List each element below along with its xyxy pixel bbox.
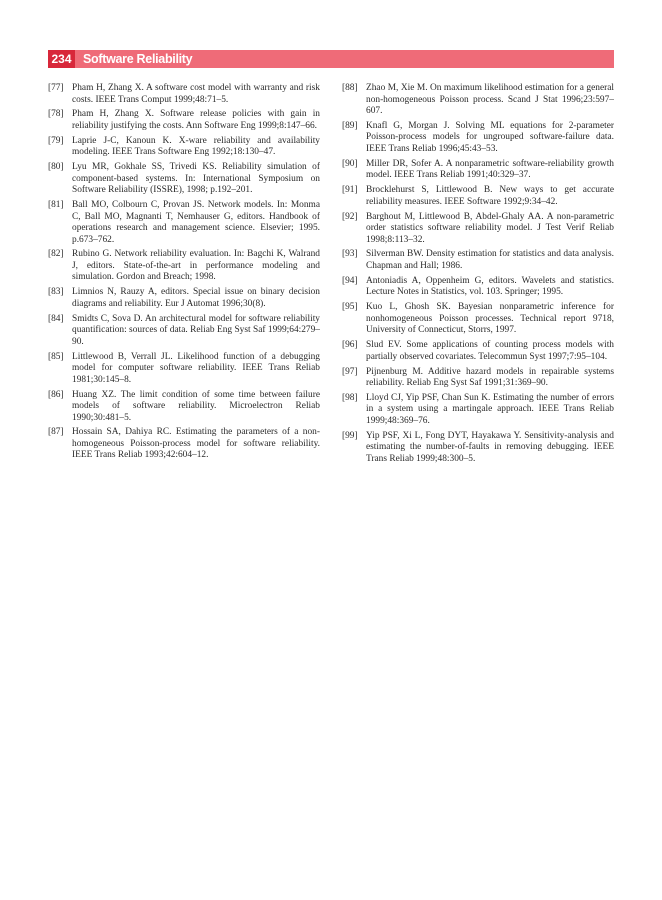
reference-number: [95]: [342, 302, 358, 313]
reference-number: [77]: [48, 83, 64, 93]
reference-text: Pham H, Zhang X. A software cost model with warranty and risk costs. IEEE Trans Comput 1999;48:71–5.: [72, 83, 320, 105]
reference-number: [87]: [48, 427, 64, 438]
reference-item: [48, 162, 320, 197]
reference-text: Lloyd CJ, Yip PSF, Chan Sun K. Estimating the number of errors in a system using a martingale approach. IEEE Trans Reliab 1999;48:369–76.: [366, 392, 614, 426]
reference-number: [97]: [342, 366, 358, 377]
reference-text: Rubino G. Network reliability evaluation. In: Bagchi K, Walrand J, editors. State-of-the-art in performance modeling and simulation. Gordon and Breach; 1998.: [72, 249, 320, 283]
reference-text: Ball MO, Colbourn C, Provan JS. Network models. In: Monma C, Ball MO, Magnanti T, Nemhauser G, editors. Handbook of operations research and management science. Elsevier; 1995. p.673–762.: [72, 200, 320, 245]
reference-item: [342, 276, 614, 299]
reference-item: [342, 185, 614, 208]
reference-number: [89]: [342, 120, 358, 131]
reference-item: [48, 314, 320, 349]
reference-text: Silverman BW. Density estimation for statistics and data analysis. Chapman and Hall; 1986.: [366, 249, 614, 271]
reference-item: [342, 431, 614, 466]
reference-text: Yip PSF, Xi L, Fong DYT, Hayakawa Y. Sensitivity-analysis and estimating the number-of-faults in removing debugging. IEEE Trans Reliab 1999;48:300–5.: [366, 430, 614, 464]
reference-text: Hossain SA, Dahiya RC. Estimating the parameters of a non-homogeneous Poisson-process model for software reliability. IEEE Trans Reliab 1993;42:604–12.: [72, 427, 320, 461]
reference-text: Zhao M, Xie M. On maximum likelihood estimation for a general non-homogeneous Poisson process. Scand J Stat 1996;23:597–607.: [366, 83, 614, 116]
reference-number: [80]: [48, 162, 64, 173]
reference-number: [84]: [48, 313, 64, 324]
reference-item: [48, 287, 320, 310]
reference-number: [82]: [48, 249, 64, 260]
reference-item: [48, 352, 320, 387]
reference-text: Antoniadis A, Oppenheim G, editors. Wavelets and statistics. Lecture Notes in Statistics, vol. 103. Springer; 1995.: [366, 275, 614, 298]
page-number: 234: [48, 50, 75, 68]
reference-item: [48, 136, 320, 159]
reference-item: [48, 390, 320, 425]
reference-item: [342, 367, 614, 390]
reference-item: [48, 109, 320, 132]
reference-number: [83]: [48, 287, 64, 298]
reference-text: Laprie J-C, Kanoun K. X-ware reliability and availability modeling. IEEE Trans Software Eng 1992;18:130–47.: [72, 135, 320, 158]
reference-text: Lyu MR, Gokhale SS, Trivedi KS. Reliability simulation of component-based systems. In: International Symposium on Software Reliability (ISSRE), 1998; p.192–201.: [72, 162, 320, 196]
reference-number: [86]: [48, 389, 64, 400]
reference-item: [342, 159, 614, 182]
reference-number: [98]: [342, 392, 358, 403]
reference-column-right: [342, 83, 614, 469]
reference-item: [342, 393, 614, 428]
reference-number: [94]: [342, 275, 358, 286]
reference-text: Kuo L, Ghosh SK. Bayesian nonparametric inference for nonhomogeneous Poisson processes. Technical report 9718, University of Connecticut, Storrs, 1997.: [366, 302, 614, 336]
reference-number: [91]: [342, 185, 358, 196]
reference-number: [99]: [342, 430, 358, 441]
reference-number: [96]: [342, 340, 358, 351]
reference-number: [78]: [48, 109, 64, 120]
reference-text: Pijnenburg M. Additive hazard models in repairable systems reliability. Reliab Eng Syst Saf 1991;31:369–90.: [366, 366, 614, 389]
reference-number: [88]: [342, 83, 358, 93]
reference-item: [48, 83, 320, 106]
reference-text: Huang XZ. The limit condition of some time between failure models of software reliability. Microelectron Reliab 1990;30:481–5.: [72, 389, 320, 423]
reference-text: Miller DR, Sofer A. A nonparametric software-reliability growth model. IEEE Trans Reliab 1991;40:329–37.: [366, 158, 614, 181]
reference-item: [48, 249, 320, 284]
reference-column-left: [48, 83, 320, 465]
reference-item: [342, 302, 614, 337]
running-title: Software Reliability: [83, 52, 193, 66]
reference-number: [93]: [342, 249, 358, 260]
reference-text: Barghout M, Littlewood B, Abdel-Ghaly AA. A non-parametric order statistics software reliability model. J Test Verif Reliab 1998;8:113–32.: [366, 211, 614, 245]
reference-number: [81]: [48, 200, 64, 211]
reference-item: [342, 340, 614, 363]
reference-number: [79]: [48, 135, 64, 146]
reference-text: Pham H, Zhang X. Software release policies with gain in reliability justifying the costs. Ann Software Eng 1999;8:147–66.: [72, 109, 320, 131]
reference-text: Limnios N, Rauzy A, editors. Special issue on binary decision diagrams and reliability. Eur J Automat 1996;30(8).: [72, 287, 320, 309]
reference-item: [342, 121, 614, 156]
reference-number: [90]: [342, 158, 358, 169]
reference-number: [92]: [342, 211, 358, 222]
reference-text: Littlewood B, Verrall JL. Likelihood function of a debugging model for computer software reliability. IEEE Trans Reliab 1981;30:145–8.: [72, 351, 320, 385]
reference-item: [48, 200, 320, 246]
reference-item: [342, 212, 614, 247]
reference-text: Knafl G, Morgan J. Solving ML equations for 2-parameter Poisson-process models for ungrouped software-failure data. IEEE Trans Reliab 1996;45:43–53.: [366, 120, 614, 154]
reference-text: Slud EV. Some applications of counting process models with partially observed covariates. Telecommun Syst 1997;7:95–104.: [366, 340, 614, 362]
reference-item: [342, 83, 614, 118]
reference-number: [85]: [48, 351, 64, 362]
reference-text: Brocklehurst S, Littlewood B. New ways to get accurate reliability measures. IEEE Software 1992;9:34–42.: [366, 185, 614, 207]
page-header: [48, 50, 614, 68]
reference-item: [48, 427, 320, 462]
reference-item: [342, 249, 614, 272]
reference-text: Smidts C, Sova D. An architectural model for software reliability quantification: sources of data. Reliab Eng Syst Saf 1999;64:279–90.: [72, 313, 320, 347]
